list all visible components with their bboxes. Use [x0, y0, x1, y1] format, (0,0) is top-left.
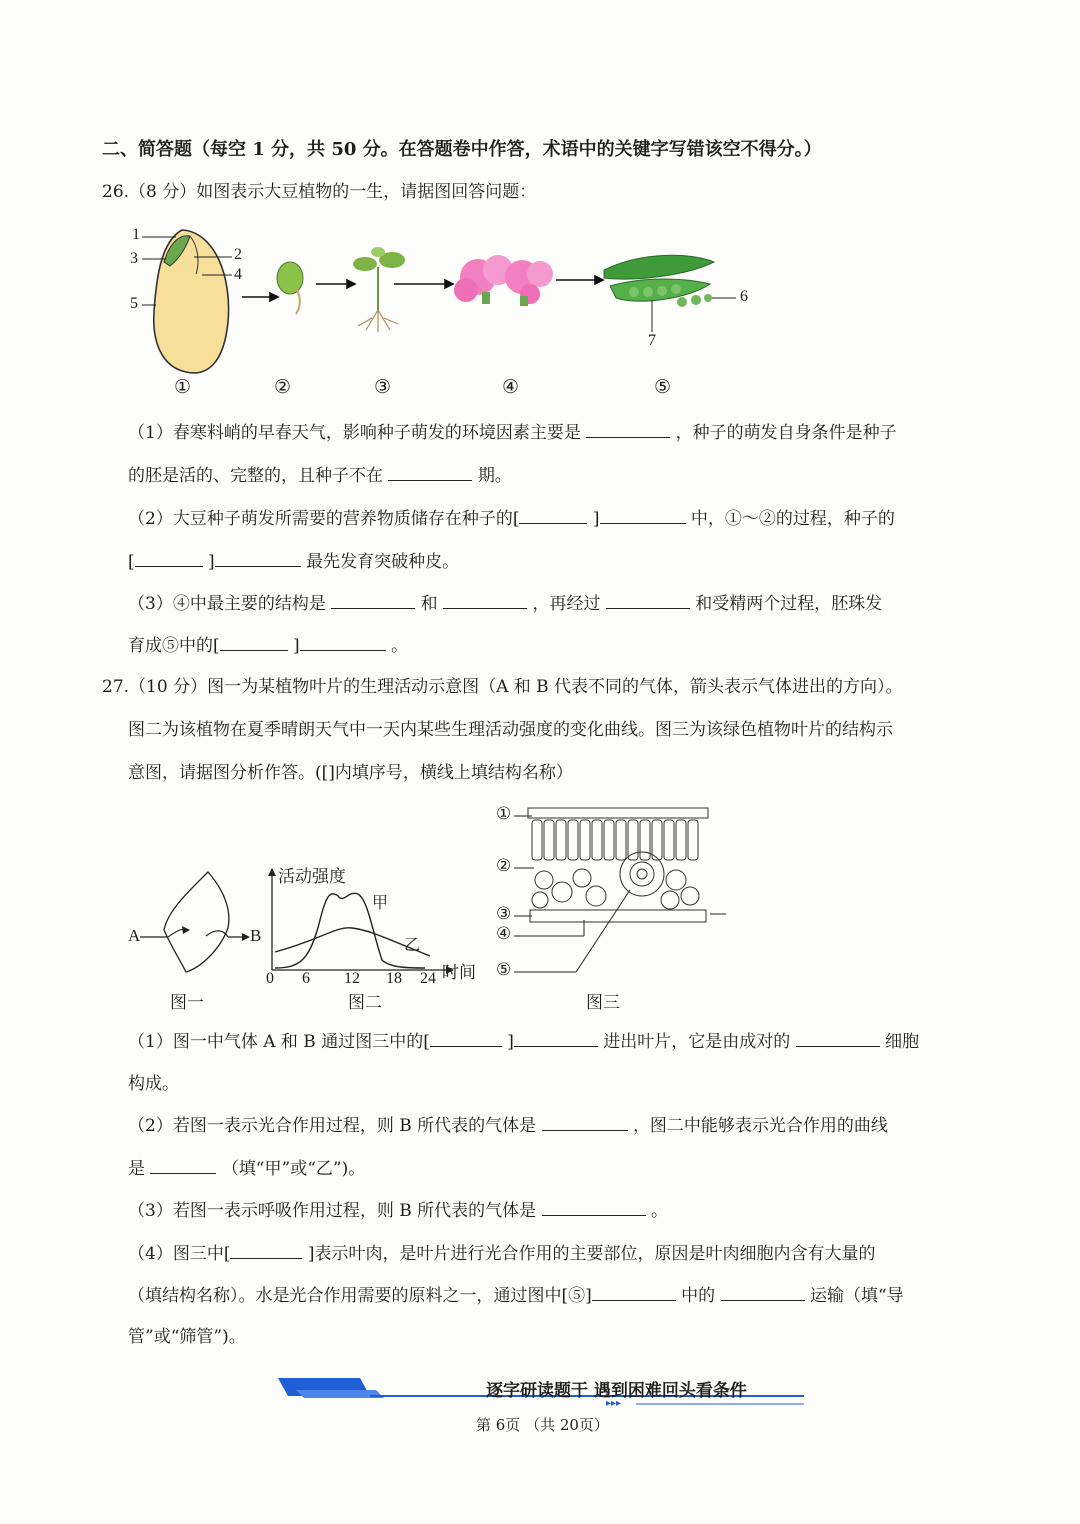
- banner-text: 逐字研读题干 遇到困难回头看条件: [486, 1381, 747, 1401]
- answer-blank[interactable]: [135, 550, 203, 567]
- tick-6: 6: [302, 970, 310, 987]
- q27-intro-line3: 意图，请据图分析作答。([]内填序号，横线上填结构名称）: [128, 763, 573, 783]
- label-3: 3: [130, 250, 138, 267]
- label-4: 4: [234, 266, 242, 283]
- stage-3: ③: [374, 376, 392, 398]
- soybean-lifecycle-diagram: [120, 222, 760, 402]
- q27-p1-line2: 构成。: [128, 1074, 179, 1094]
- curve-jia: [275, 893, 425, 968]
- seedling: [353, 247, 405, 332]
- answer-blank[interactable]: [542, 1199, 646, 1216]
- label-7: 7: [648, 332, 656, 349]
- stage-2: ②: [274, 376, 292, 398]
- stage-4: ④: [502, 376, 520, 398]
- footer-banner: [276, 1374, 806, 1410]
- q26-p2-line1: （2）大豆种子萌发所需要的营养物质储存在种子的[ ] 中，①～②的过程，种子的: [128, 509, 895, 529]
- answer-blank[interactable]: [796, 1030, 880, 1047]
- section-title: 二、简答题（每空 1 分，共 50 分。在答题卷中作答，术语中的关键字写错该空不得分。）: [102, 139, 822, 160]
- fig3-label-5: ⑤: [496, 960, 512, 980]
- answer-blank[interactable]: [215, 550, 301, 567]
- graph-ylabel: 活动强度: [278, 867, 346, 886]
- fig3-label-2: ②: [496, 856, 512, 876]
- answer-blank[interactable]: [519, 507, 587, 524]
- answer-blank[interactable]: [220, 634, 288, 651]
- gas-b-label: B: [250, 926, 262, 945]
- q26-p1-line1: （1）春寒料峭的早春天气，影响种子萌发的环境因素主要是 ，种子的萌发自身条件是种子: [128, 423, 897, 443]
- q26-p1-line2: 的胚是活的、完整的，且种子不在 期。: [128, 466, 512, 486]
- answer-blank[interactable]: [430, 1030, 502, 1047]
- tick-0: 0: [266, 970, 274, 987]
- curve-jia-label: 甲: [372, 895, 389, 912]
- fig2-caption: 图二: [348, 993, 382, 1012]
- graph-xlabel: 时间: [442, 963, 476, 982]
- answer-blank[interactable]: [542, 1114, 628, 1131]
- q27-p2-line2: 是 （填“甲”或“乙”)。: [128, 1159, 366, 1179]
- tick-12: 12: [344, 970, 360, 987]
- fig3-label-4: ④: [496, 924, 512, 944]
- answer-blank[interactable]: [331, 592, 415, 609]
- gas-a-label: A: [128, 926, 141, 945]
- answer-blank[interactable]: [388, 464, 472, 481]
- answer-blank[interactable]: [592, 1284, 676, 1301]
- q27-p4-line1: （4）图三中[ ]表示叶肉，是叶片进行光合作用的主要部位，原因是叶肉细胞内含有大量的: [128, 1244, 876, 1264]
- pea-pods: [604, 255, 736, 332]
- answer-blank[interactable]: [586, 421, 670, 438]
- page-number: 第 6页 （共 20页）: [476, 1416, 609, 1434]
- label-5: 5: [130, 295, 138, 312]
- q27-intro-line1: 27.（10 分）图一为某植物叶片的生理活动示意图（A 和 B 代表不同的气体，箭头表示气体进出的方向）。: [102, 677, 903, 697]
- q26-figure: [120, 222, 760, 402]
- answer-blank[interactable]: [150, 1157, 216, 1174]
- flowers: [454, 255, 553, 306]
- answer-blank[interactable]: [300, 634, 386, 651]
- q27-p4-line2: （填结构名称）。水是光合作用需要的原料之一，通过图中[⑤] 中的 运输（填“导: [128, 1286, 904, 1306]
- answer-blank[interactable]: [606, 592, 690, 609]
- answer-blank[interactable]: [600, 507, 686, 524]
- fig3-caption: 图三: [586, 993, 620, 1012]
- q26-p3-line2: 育成⑤中的[ ] 。: [128, 636, 409, 656]
- q27-figures: [120, 800, 740, 1015]
- answer-blank[interactable]: [514, 1030, 598, 1047]
- q27-intro-line2: 图二为该植物在夏季晴朗天气中一天内某些生理活动强度的变化曲线。图三为该绿色植物叶片的结构示: [128, 720, 893, 740]
- q27-p3-line1: （3）若图一表示呼吸作用过程，则 B 所代表的气体是 。: [128, 1201, 668, 1221]
- answer-blank[interactable]: [443, 592, 527, 609]
- label-2: 2: [234, 246, 242, 263]
- stage-1: ①: [174, 376, 192, 398]
- q27-p4-line3: 管”或“筛管”)。: [128, 1327, 246, 1347]
- seed-shape: [154, 230, 229, 373]
- fig1-caption: 图一: [170, 993, 204, 1012]
- fig3-label-1: ①: [496, 804, 512, 824]
- leaf-diagram: [140, 872, 250, 972]
- stage-5: ⑤: [654, 376, 672, 398]
- label-6: 6: [740, 288, 748, 305]
- q26-header: 26.（8 分）如图表示大豆植物的一生，请据图回答问题：: [102, 182, 537, 202]
- answer-blank[interactable]: [230, 1242, 302, 1259]
- curve-yi-label: 乙: [404, 937, 421, 954]
- banner-arrows: ▸▸▸: [606, 1398, 622, 1409]
- q26-p3-line1: （3）④中最主要的结构是 和 ，再经过 和受精两个过程，胚珠发: [128, 594, 883, 614]
- leaf-cross-section: [514, 808, 726, 972]
- q27-p2-line1: （2）若图一表示光合作用过程，则 B 所代表的气体是 ，图二中能够表示光合作用的曲线: [128, 1116, 888, 1136]
- germinating-seed: [277, 262, 303, 294]
- fig3-label-3: ③: [496, 904, 512, 924]
- answer-blank[interactable]: [721, 1284, 805, 1301]
- label-1: 1: [132, 226, 140, 243]
- q26-p2-line2: [ ] 最先发育突破种皮。: [128, 552, 460, 572]
- tick-18: 18: [386, 970, 402, 987]
- q27-p1-line1: （1）图一中气体 A 和 B 通过图三中的[ ] 进出叶片，它是由成对的 细胞: [128, 1032, 920, 1052]
- tick-24: 24: [420, 970, 436, 987]
